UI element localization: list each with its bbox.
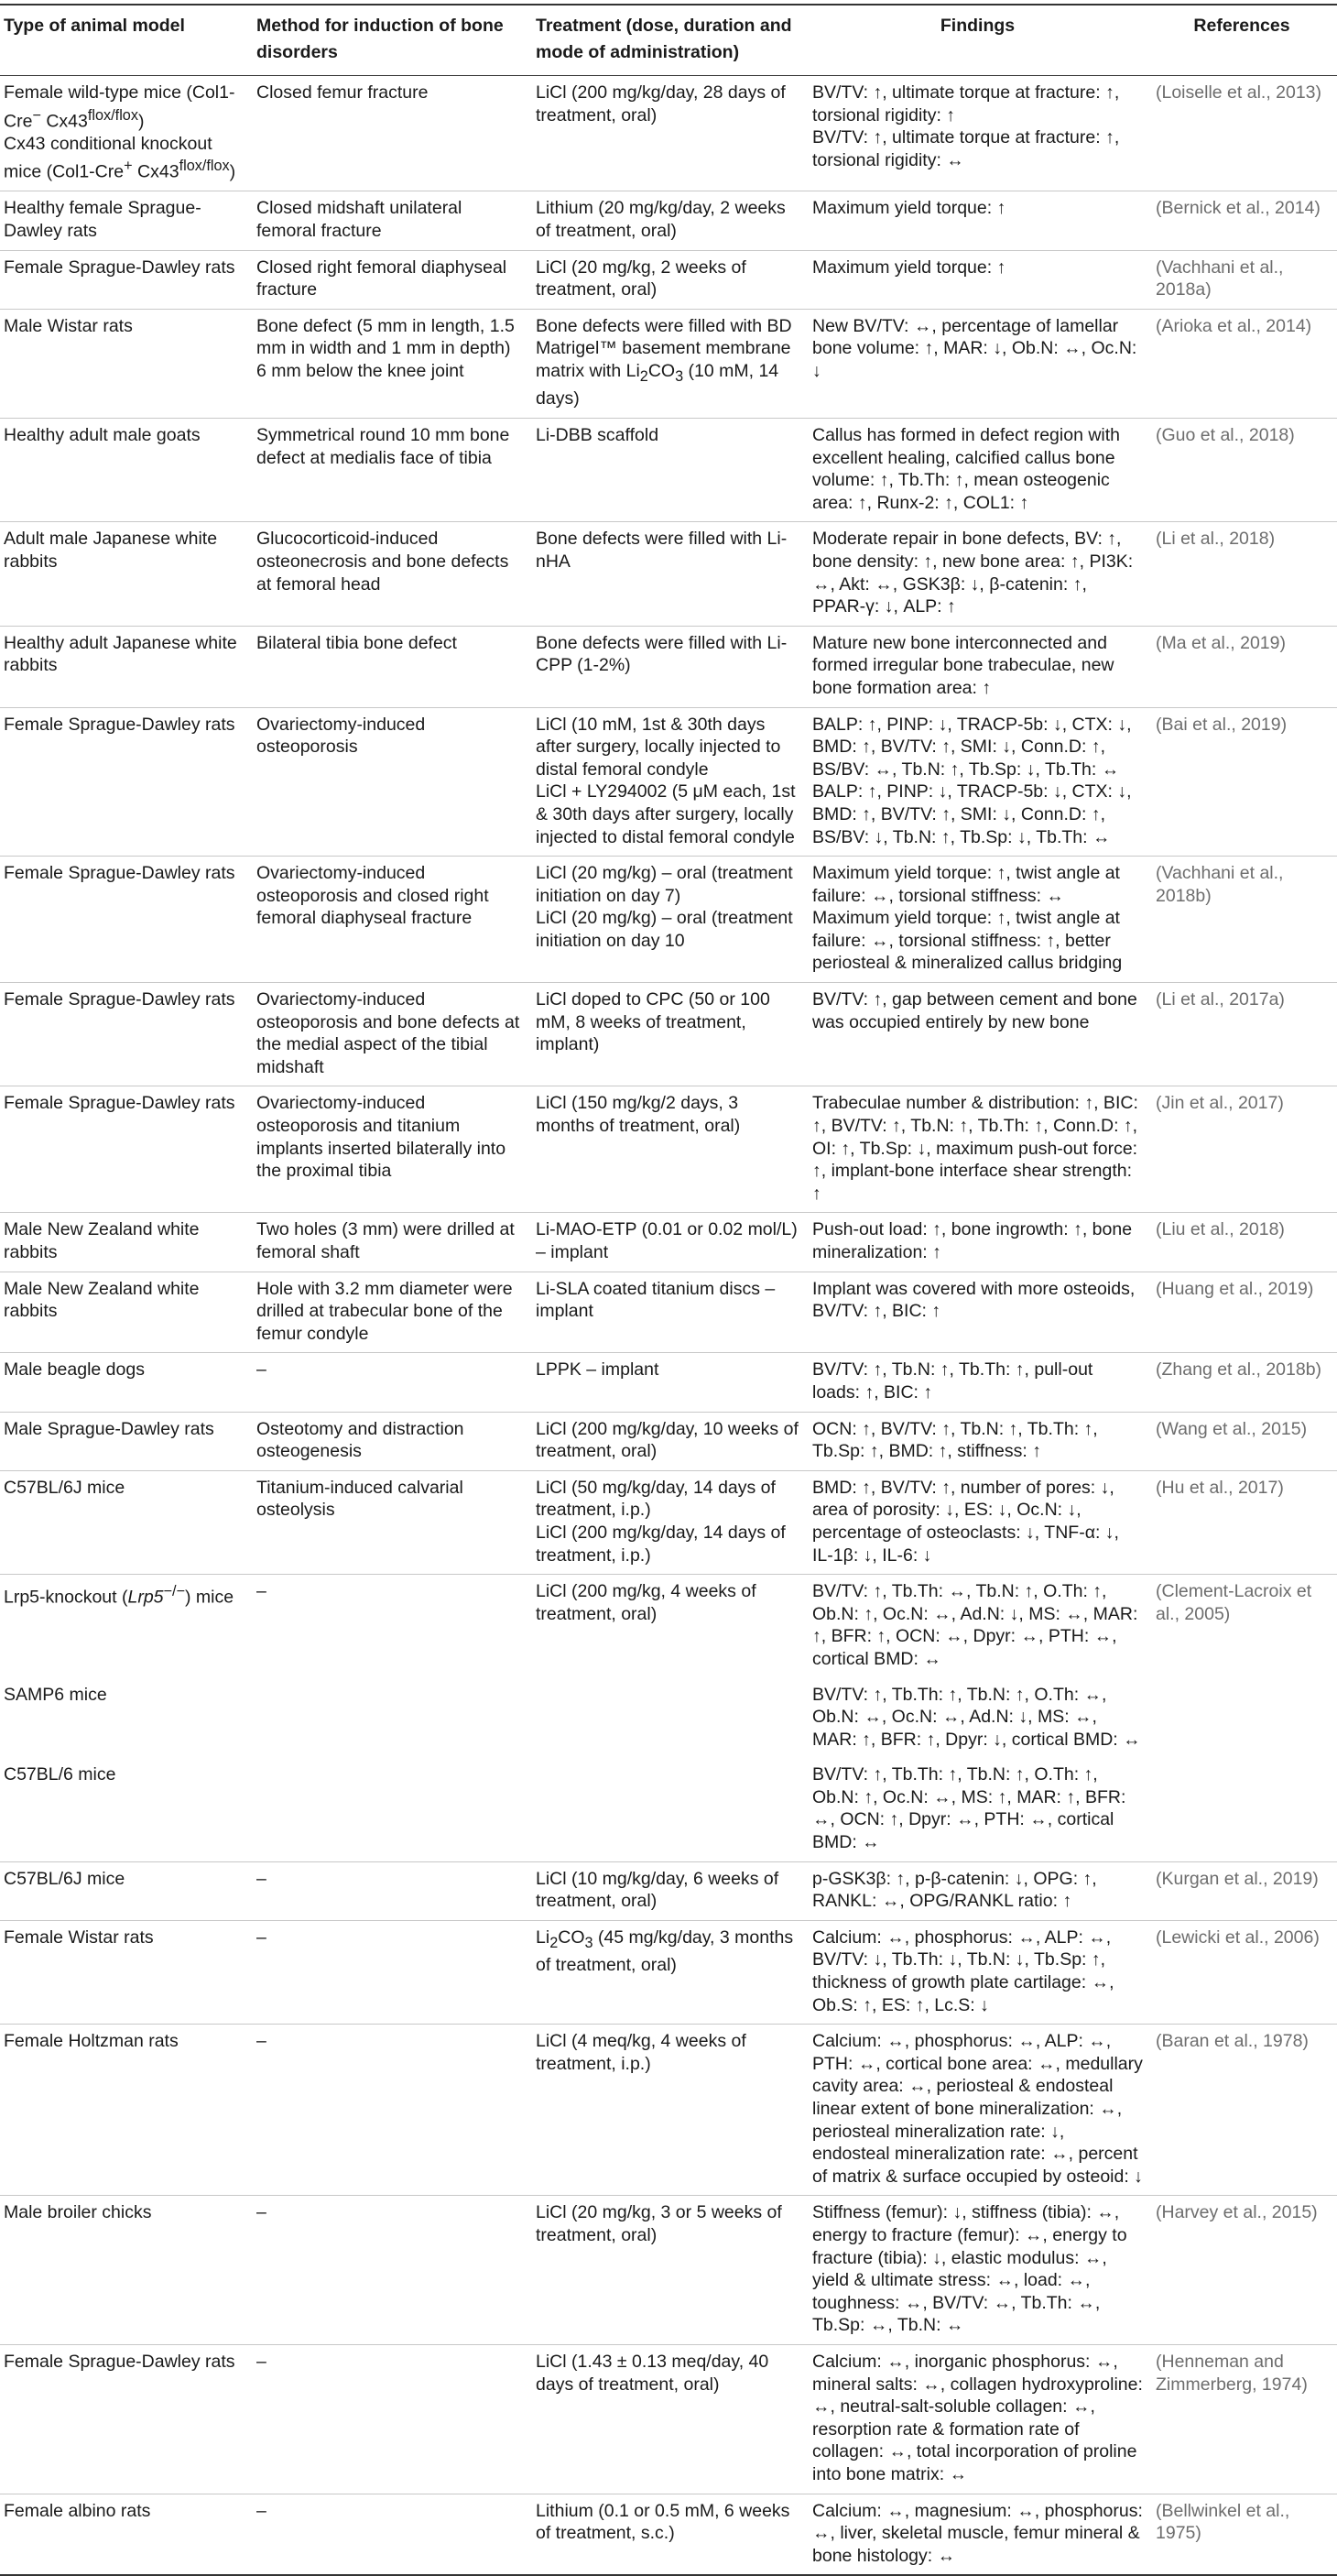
finding-text: BV/TV: ↑, gap between cement and bone was occupied entirely by new bone <box>812 989 1137 1032</box>
finding-text: Implant was covered with more osteoids, BV/TV: ↑, BIC: ↑ <box>812 1278 1136 1322</box>
table-row <box>0 1861 1337 1920</box>
finding-text: BMD: ↑, BV/TV: ↑, number of pores: ↓, area of porosity: ↓, ES: ↓, Oc.N: ↓, percentage of osteoclasts: ↓, TNF-α: ↓, IL-1β: ↓, IL-6: ↓ <box>812 1477 1119 1566</box>
cell-reference-link[interactable]: (Li et al., 2017a) <box>1152 983 1337 1086</box>
cell-findings <box>809 1758 1152 1861</box>
header-references: References <box>1152 5 1337 76</box>
finding-text: Moderate repair in bone defects, BV: ↑, bone density: ↑, new bone area: ↑, PI3K: ↔, Akt: ↔, GSK3β: ↓, β-catenin: ↑, PPAR-γ: ↓, ALP: ↑ <box>812 529 1134 617</box>
finding-text: BV/TV: ↑, Tb.N: ↑, Tb.Th: ↑, pull-out loads: ↑, BIC: ↑ <box>812 1359 1093 1403</box>
cell-treatment <box>532 707 809 857</box>
treatment-text: LiCl (10 mg/kg/day, 6 weeks of treatment, oral) <box>536 1868 779 1912</box>
table-row <box>0 1470 1337 1574</box>
finding-text: Calcium: ↔, phosphorus: ↔, ALP: ↔, BV/TV: ↓, Tb.Th: ↓, Tb.N: ↓, Tb.Sp: ↑, thickness of growth plate cartilage: ↔, Ob.S: ↑, ES: ↑, Lc.S: ↓ <box>812 1927 1114 2015</box>
cell-animal-model: Female Sprague-Dawley rats <box>0 250 253 309</box>
treatment-text: LiCl doped to CPC (50 or 100 mM, 8 weeks of treatment, implant) <box>536 989 770 1055</box>
cell-findings <box>809 2025 1152 2196</box>
cell-findings <box>809 1575 1152 1678</box>
cell-findings <box>809 1086 1152 1213</box>
table-row <box>0 1412 1337 1470</box>
cell-findings <box>809 2344 1152 2494</box>
finding-text: p-GSK3β: ↑, p-β-catenin: ↓, OPG: ↑, RANKL: ↔, OPG/RANKL ratio: ↑ <box>812 1868 1097 1912</box>
cell-treatment <box>532 857 809 983</box>
treatment-text: Lithium (20 mg/kg/day, 2 weeks of treatment, oral) <box>536 198 786 241</box>
finding-text: Maximum yield torque: ↑ <box>812 257 1006 278</box>
table-row <box>0 2196 1337 2345</box>
cell-method: Ovariectomy-induced osteoporosis and bone defects at the medial aspect of the tibial midshaft <box>253 983 532 1086</box>
finding-text: BV/TV: ↑, Tb.Th: ↔, Tb.N: ↑, O.Th: ↑, Ob.N: ↑, Oc.N: ↔, Ad.N: ↓, MS: ↔, MAR: ↑, BFR: ↑, OCN: ↔, Dpyr: ↔, PTH: ↔, cortical BMD: ↔ <box>812 1581 1138 1669</box>
cell-treatment <box>532 2494 809 2575</box>
cell-reference-link[interactable] <box>1152 1678 1337 1759</box>
treatment-text: LiCl + LY294002 (5 μM each, 1st & 30th days after surgery, locally injected to distal femoral condyle <box>536 781 796 847</box>
cell-treatment <box>532 2196 809 2345</box>
treatment-text: LiCl (200 mg/kg/day, 10 weeks of treatment, oral) <box>536 1418 799 1462</box>
cell-treatment <box>532 191 809 250</box>
table-row <box>0 626 1337 707</box>
treatment-text: Li-MAO-ETP (0.01 or 0.02 mol/L) – implant <box>536 1219 798 1263</box>
finding-text: Maximum yield torque: ↑ <box>812 198 1006 219</box>
cell-method: Ovariectomy-induced osteoporosis <box>253 707 532 857</box>
cell-reference-link[interactable]: (Harvey et al., 2015) <box>1152 2196 1337 2345</box>
cell-treatment <box>532 250 809 309</box>
cell-reference-link[interactable]: (Jin et al., 2017) <box>1152 1086 1337 1213</box>
cell-findings <box>809 1470 1152 1574</box>
cell-reference-link[interactable]: (Arioka et al., 2014) <box>1152 309 1337 418</box>
cell-findings <box>809 2494 1152 2575</box>
table-row <box>0 1272 1337 1353</box>
cell-animal-model: Male Wistar rats <box>0 309 253 418</box>
cell-treatment <box>532 1470 809 1574</box>
table-row <box>0 983 1337 1086</box>
cell-treatment <box>532 1086 809 1213</box>
cell-reference-link[interactable]: (Loiselle et al., 2013) <box>1152 76 1337 191</box>
cell-findings <box>809 419 1152 522</box>
cell-animal-model: Female Holtzman rats <box>0 2025 253 2196</box>
treatment-text: LiCl (50 mg/kg/day, 14 days of treatment, i.p.) <box>536 1477 776 1521</box>
table-body <box>0 76 1337 2576</box>
cell-treatment <box>532 1920 809 2024</box>
treatment-text: LiCl (150 mg/kg/2 days, 3 months of treatment, oral) <box>536 1093 741 1137</box>
cell-method: Titanium-induced calvarial osteolysis <box>253 1470 532 1574</box>
cell-reference-link[interactable]: (Clement-Lacroix et al., 2005) <box>1152 1575 1337 1678</box>
treatment-text: LiCl (20 mg/kg) – oral (treatment initiation on day 10 <box>536 908 793 951</box>
treatment-text: LiCl (20 mg/kg) – oral (treatment initiation on day 7) <box>536 863 793 906</box>
cell-method: – <box>253 2025 532 2196</box>
finding-text: BV/TV: ↑, ultimate torque at fracture: ↑, torsional rigidity: ↔ <box>812 127 1120 170</box>
cell-findings <box>809 76 1152 191</box>
table-row <box>0 1353 1337 1412</box>
header-animal-model: Type of animal model <box>0 5 253 76</box>
cell-treatment <box>532 419 809 522</box>
table-row <box>0 1678 1337 1759</box>
cell-method: – <box>253 2344 532 2494</box>
cell-reference-link[interactable]: (Guo et al., 2018) <box>1152 419 1337 522</box>
finding-text: Calcium: ↔, phosphorus: ↔, ALP: ↔, PTH: ↔, cortical bone area: ↔, medullary cavity area: ↔, periosteal & endosteal linear extent of bone mineralization: ↔, periosteal mineralization rate: ↓, endosteal mineralization rate: ↔, percent of matrix & surface occupied by osteoid: ↓ <box>812 2031 1143 2187</box>
cell-animal-model: Male Sprague-Dawley rats <box>0 1412 253 1470</box>
cell-animal-model: Female albino rats <box>0 2494 253 2575</box>
cell-animal-model: Lrp5-knockout (Lrp5−/−) mice <box>0 1575 253 1678</box>
table-row <box>0 1213 1337 1272</box>
cell-treatment <box>532 626 809 707</box>
cell-animal-model: Female Wistar rats <box>0 1920 253 2024</box>
finding-text: OCN: ↑, BV/TV: ↑, Tb.N: ↑, Tb.Th: ↑, Tb.Sp: ↑, BMD: ↑, stiffness: ↑ <box>812 1418 1098 1462</box>
cell-findings <box>809 1920 1152 2024</box>
cell-reference-link[interactable]: (Bellwinkel et al., 1975) <box>1152 2494 1337 2575</box>
table-row <box>0 250 1337 309</box>
cell-findings <box>809 707 1152 857</box>
cell-findings <box>809 1213 1152 1272</box>
cell-treatment <box>532 1353 809 1412</box>
table-row <box>0 1758 1337 1861</box>
cell-method: Osteotomy and distraction osteogenesis <box>253 1412 532 1470</box>
table-row <box>0 2025 1337 2196</box>
finding-text: Calcium: ↔, inorganic phosphorus: ↔, mineral salts: ↔, collagen hydroxyproline: ↔, neutral-salt-soluble collagen: ↔, resorption rate & formation rate of collagen: ↔, total incorporation of proline into bone matrix: ↔ <box>812 2351 1143 2484</box>
cell-animal-model: C57BL/6J mice <box>0 1861 253 1920</box>
table-row <box>0 707 1337 857</box>
finding-text: BV/TV: ↑, ultimate torque at fracture: ↑, torsional rigidity: ↑ <box>812 82 1120 126</box>
cell-reference-link[interactable]: (Huang et al., 2019) <box>1152 1272 1337 1353</box>
cell-treatment <box>532 522 809 626</box>
cell-method: Closed midshaft unilateral femoral fracture <box>253 191 532 250</box>
cell-reference-link[interactable] <box>1152 1758 1337 1861</box>
cell-reference-link[interactable]: (Kurgan et al., 2019) <box>1152 1861 1337 1920</box>
cell-reference-link[interactable]: (Henneman and Zimmerberg, 1974) <box>1152 2344 1337 2494</box>
cell-method: Glucocorticoid-induced osteonecrosis and bone defects at femoral head <box>253 522 532 626</box>
cell-treatment <box>532 1575 809 1678</box>
finding-text: Calcium: ↔, magnesium: ↔, phosphorus: ↔, liver, skeletal muscle, femur mineral & bone histology: ↔ <box>812 2500 1143 2566</box>
finding-text: Callus has formed in defect region with excellent healing, calcified callus bone volume: ↑, Tb.Th: ↑, mean osteogenic area: ↑, Runx-2: ↑, COL1: ↑ <box>812 425 1121 513</box>
cell-treatment <box>532 1213 809 1272</box>
finding-text: Mature new bone interconnected and formed irregular bone trabeculae, new bone formation area: ↑ <box>812 632 1114 698</box>
table-row <box>0 76 1337 191</box>
cell-animal-model: Male broiler chicks <box>0 2196 253 2345</box>
cell-animal-model: Healthy female Sprague-Dawley rats <box>0 191 253 250</box>
cell-method: Bilateral tibia bone defect <box>253 626 532 707</box>
cell-reference-link[interactable]: (Liu et al., 2018) <box>1152 1213 1337 1272</box>
treatment-text: $Li_2CO_3$ (45 mg/kg/day, 3 months of treatment, oral) <box>536 1927 794 1976</box>
cell-treatment <box>532 1861 809 1920</box>
cell-treatment <box>532 1758 809 1861</box>
cell-method: Ovariectomy-induced osteoporosis and closed right femoral diaphyseal fracture <box>253 857 532 983</box>
cell-animal-model: Female Sprague-Dawley rats <box>0 707 253 857</box>
cell-findings <box>809 626 1152 707</box>
treatment-text: LiCl (4 meq/kg, 4 weeks of treatment, i.p.) <box>536 2031 746 2074</box>
cell-reference-link[interactable]: (Vachhani et al., 2018a) <box>1152 250 1337 309</box>
cell-findings <box>809 857 1152 983</box>
header-row <box>0 5 1337 76</box>
treatment-text: LiCl (200 mg/kg/day, 28 days of treatment, oral) <box>536 82 786 126</box>
treatment-text: Bone defects were filled with BD Matrigel™ basement membrane matrix with $Li_2CO_3$ (10 mM, 14 days) <box>536 315 792 409</box>
cell-reference-link[interactable]: (Bai et al., 2019) <box>1152 707 1337 857</box>
cell-reference-link[interactable]: (Li et al., 2018) <box>1152 522 1337 626</box>
cell-method: Symmetrical round 10 mm bone defect at medialis face of tibia <box>253 419 532 522</box>
finding-text: Maximum yield torque: ↑, twist angle at failure: ↔, torsional stiffness: ↔ <box>812 863 1120 906</box>
treatment-text: LiCl (20 mg/kg, 2 weeks of treatment, oral) <box>536 257 746 300</box>
treatment-text: Bone defects were filled with Li-CPP (1-2%) <box>536 632 788 676</box>
treatment-text: LPPK – implant <box>536 1359 659 1381</box>
cell-reference-link[interactable]: (Bernick et al., 2014) <box>1152 191 1337 250</box>
cell-findings <box>809 1412 1152 1470</box>
cell-reference-link[interactable]: (Vachhani et al., 2018b) <box>1152 857 1337 983</box>
treatment-text: Li-DBB scaffold <box>536 425 659 446</box>
cell-findings <box>809 1353 1152 1412</box>
table-header <box>0 5 1337 76</box>
bone-disorder-studies-table <box>0 4 1337 2576</box>
cell-reference-link[interactable]: (Ma et al., 2019) <box>1152 626 1337 707</box>
finding-text: Maximum yield torque: ↑, twist angle at failure: ↔, torsional stiffness: ↑, better periosteal & mineralized callus bridging <box>812 908 1123 974</box>
table-row <box>0 309 1337 418</box>
finding-text: BALP: ↑, PINP: ↓, TRACP-5b: ↓, CTX: ↓, BMD: ↑, BV/TV: ↑, SMI: ↓, Conn.D: ↑, BS/BV: ↔, Tb.N: ↑, Tb.Sp: ↓, Tb.Th: ↔ <box>812 714 1132 780</box>
cell-method: – <box>253 1575 532 1678</box>
cell-animal-model: C57BL/6J mice <box>0 1470 253 1574</box>
cell-findings <box>809 2196 1152 2345</box>
treatment-text: LiCl (1.43 ± 0.13 meq/day, 40 days of treatment, oral) <box>536 2351 769 2395</box>
cell-method: – <box>253 2494 532 2575</box>
cell-method: Closed right femoral diaphyseal fracture <box>253 250 532 309</box>
cell-reference-link[interactable]: (Zhang et al., 2018b) <box>1152 1353 1337 1412</box>
cell-animal-model: Female Sprague-Dawley rats <box>0 857 253 983</box>
header-findings: Findings <box>809 5 1152 76</box>
treatment-text: LiCl (10 mM, 1st & 30th days after surgery, locally injected to distal femoral condyle <box>536 714 781 780</box>
cell-method: Bone defect (5 mm in length, 1.5 mm in width and 1 mm in depth) 6 mm below the knee joint <box>253 309 532 418</box>
cell-animal-model: Healthy adult Japanese white rabbits <box>0 626 253 707</box>
treatment-text: Li-SLA coated titanium discs – implant <box>536 1278 776 1322</box>
cell-reference-link[interactable]: (Lewicki et al., 2006) <box>1152 1920 1337 2024</box>
finding-text: BALP: ↑, PINP: ↓, TRACP-5b: ↓, CTX: ↓, BMD: ↑, BV/TV: ↑, SMI: ↓, Conn.D: ↑, BS/BV: ↓, Tb.N: ↑, Tb.Sp: ↓, Tb.Th: ↔ <box>812 781 1132 847</box>
cell-findings <box>809 250 1152 309</box>
cell-treatment <box>532 1272 809 1353</box>
treatment-text: Lithium (0.1 or 0.5 mM, 6 weeks of treatment, s.c.) <box>536 2500 790 2544</box>
cell-animal-model: Male New Zealand white rabbits <box>0 1213 253 1272</box>
table-row <box>0 191 1337 250</box>
cell-method: – <box>253 1861 532 1920</box>
cell-findings <box>809 1861 1152 1920</box>
table-row <box>0 419 1337 522</box>
table-row <box>0 857 1337 983</box>
finding-text: New BV/TV: ↔, percentage of lamellar bone volume: ↑, MAR: ↓, Ob.N: ↔, Oc.N: ↓ <box>812 315 1137 381</box>
finding-text: Trabeculae number & distribution: ↑, BIC: ↑, BV/TV: ↑, Tb.N: ↑, Tb.Th: ↑, Conn.D: ↑, OI: ↑, Tb.Sp: ↓, maximum push-out force: ↑, implant-bone interface shear strength: ↑ <box>812 1093 1138 1204</box>
cell-animal-model: SAMP6 mice <box>4 1684 107 1705</box>
cell-treatment <box>532 2025 809 2196</box>
cell-method: – <box>253 1353 532 1412</box>
table-row <box>0 2494 1337 2575</box>
cell-animal-model: Female wild-type mice (Col1-Cre− $Cx43^{flox/flox}$) Cx43 conditional knockout mice (Col1-Cre+ $Cx43^{flox/flox}$) <box>0 76 253 191</box>
treatment-text: Bone defects were filled with Li-nHA <box>536 529 788 572</box>
finding-text: Push-out load: ↑, bone ingrowth: ↑, bone mineralization: ↑ <box>812 1219 1133 1263</box>
table-row <box>0 1575 1337 1678</box>
cell-treatment <box>532 983 809 1086</box>
cell-treatment <box>532 2344 809 2494</box>
cell-animal-model: Female Sprague-Dawley rats <box>0 2344 253 2494</box>
cell-animal-model: Male beagle dogs <box>0 1353 253 1412</box>
finding-text: Stiffness (femur): ↓, stiffness (tibia): ↔, energy to fracture (femur): ↔, energy to fracture (tibia): ↓, elastic modulus: ↔, yield & ultimate stress: ↔, load: ↔, toughness: ↔, BV/TV: ↔, Tb.Th: ↔, Tb.Sp: ↔, Tb.N: ↔ <box>812 2202 1127 2336</box>
cell-method: Closed femur fracture <box>253 76 532 191</box>
finding-text: BV/TV: ↑, Tb.Th: ↑, Tb.N: ↑, O.Th: ↔, Ob.N: ↔, Oc.N: ↔, Ad.N: ↓, MS: ↔, MAR: ↑, BFR: ↑, Dpyr: ↓, cortical BMD: ↔ <box>812 1684 1141 1750</box>
finding-text: BV/TV: ↑, Tb.Th: ↑, Tb.N: ↑, O.Th: ↑, Ob.N: ↑, Oc.N: ↔, MS: ↑, MAR: ↑, BFR: ↔, OCN: ↑, Dpyr: ↔, PTH: ↔, cortical BMD: ↔ <box>812 1764 1126 1853</box>
cell-findings <box>809 309 1152 418</box>
table-row <box>0 1920 1337 2024</box>
table-row <box>0 1086 1337 1213</box>
cell-findings <box>809 522 1152 626</box>
treatment-text: LiCl (200 mg/kg, 4 weeks of treatment, oral) <box>536 1581 756 1624</box>
cell-animal-model: Healthy adult male goats <box>0 419 253 522</box>
cell-treatment <box>532 1678 809 1759</box>
cell-reference-link[interactable]: (Baran et al., 1978) <box>1152 2025 1337 2196</box>
cell-animal-model: Female Sprague-Dawley rats <box>0 983 253 1086</box>
cell-animal-model: C57BL/6 mice <box>4 1764 116 1785</box>
cell-treatment <box>532 76 809 191</box>
cell-findings <box>809 1678 1152 1759</box>
cell-findings <box>809 983 1152 1086</box>
table-row <box>0 522 1337 626</box>
table-row <box>0 2344 1337 2494</box>
cell-method: Two holes (3 mm) were drilled at femoral shaft <box>253 1213 532 1272</box>
cell-method <box>253 1678 532 1759</box>
header-method: Method for induction of bone disorders <box>253 5 532 76</box>
cell-findings <box>809 191 1152 250</box>
cell-treatment <box>532 309 809 418</box>
cell-method <box>253 1758 532 1861</box>
cell-method: – <box>253 2196 532 2345</box>
cell-method: Hole with 3.2 mm diameter were drilled at trabecular bone of the femur condyle <box>253 1272 532 1353</box>
cell-animal-model: Male New Zealand white rabbits <box>0 1272 253 1353</box>
header-treatment: Treatment (dose, duration and mode of administration) <box>532 5 809 76</box>
cell-animal-model: Adult male Japanese white rabbits <box>0 522 253 626</box>
cell-reference-link[interactable]: (Wang et al., 2015) <box>1152 1412 1337 1470</box>
treatment-text: LiCl (200 mg/kg/day, 14 days of treatment, i.p.) <box>536 1522 786 1566</box>
cell-findings <box>809 1272 1152 1353</box>
cell-method: – <box>253 1920 532 2024</box>
treatment-text: LiCl (20 mg/kg, 3 or 5 weeks of treatment, oral) <box>536 2202 782 2245</box>
cell-treatment <box>532 1412 809 1470</box>
cell-method: Ovariectomy-induced osteoporosis and titanium implants inserted bilaterally into the proximal tibia <box>253 1086 532 1213</box>
cell-animal-model: Female Sprague-Dawley rats <box>0 1086 253 1213</box>
cell-reference-link[interactable]: (Hu et al., 2017) <box>1152 1470 1337 1574</box>
